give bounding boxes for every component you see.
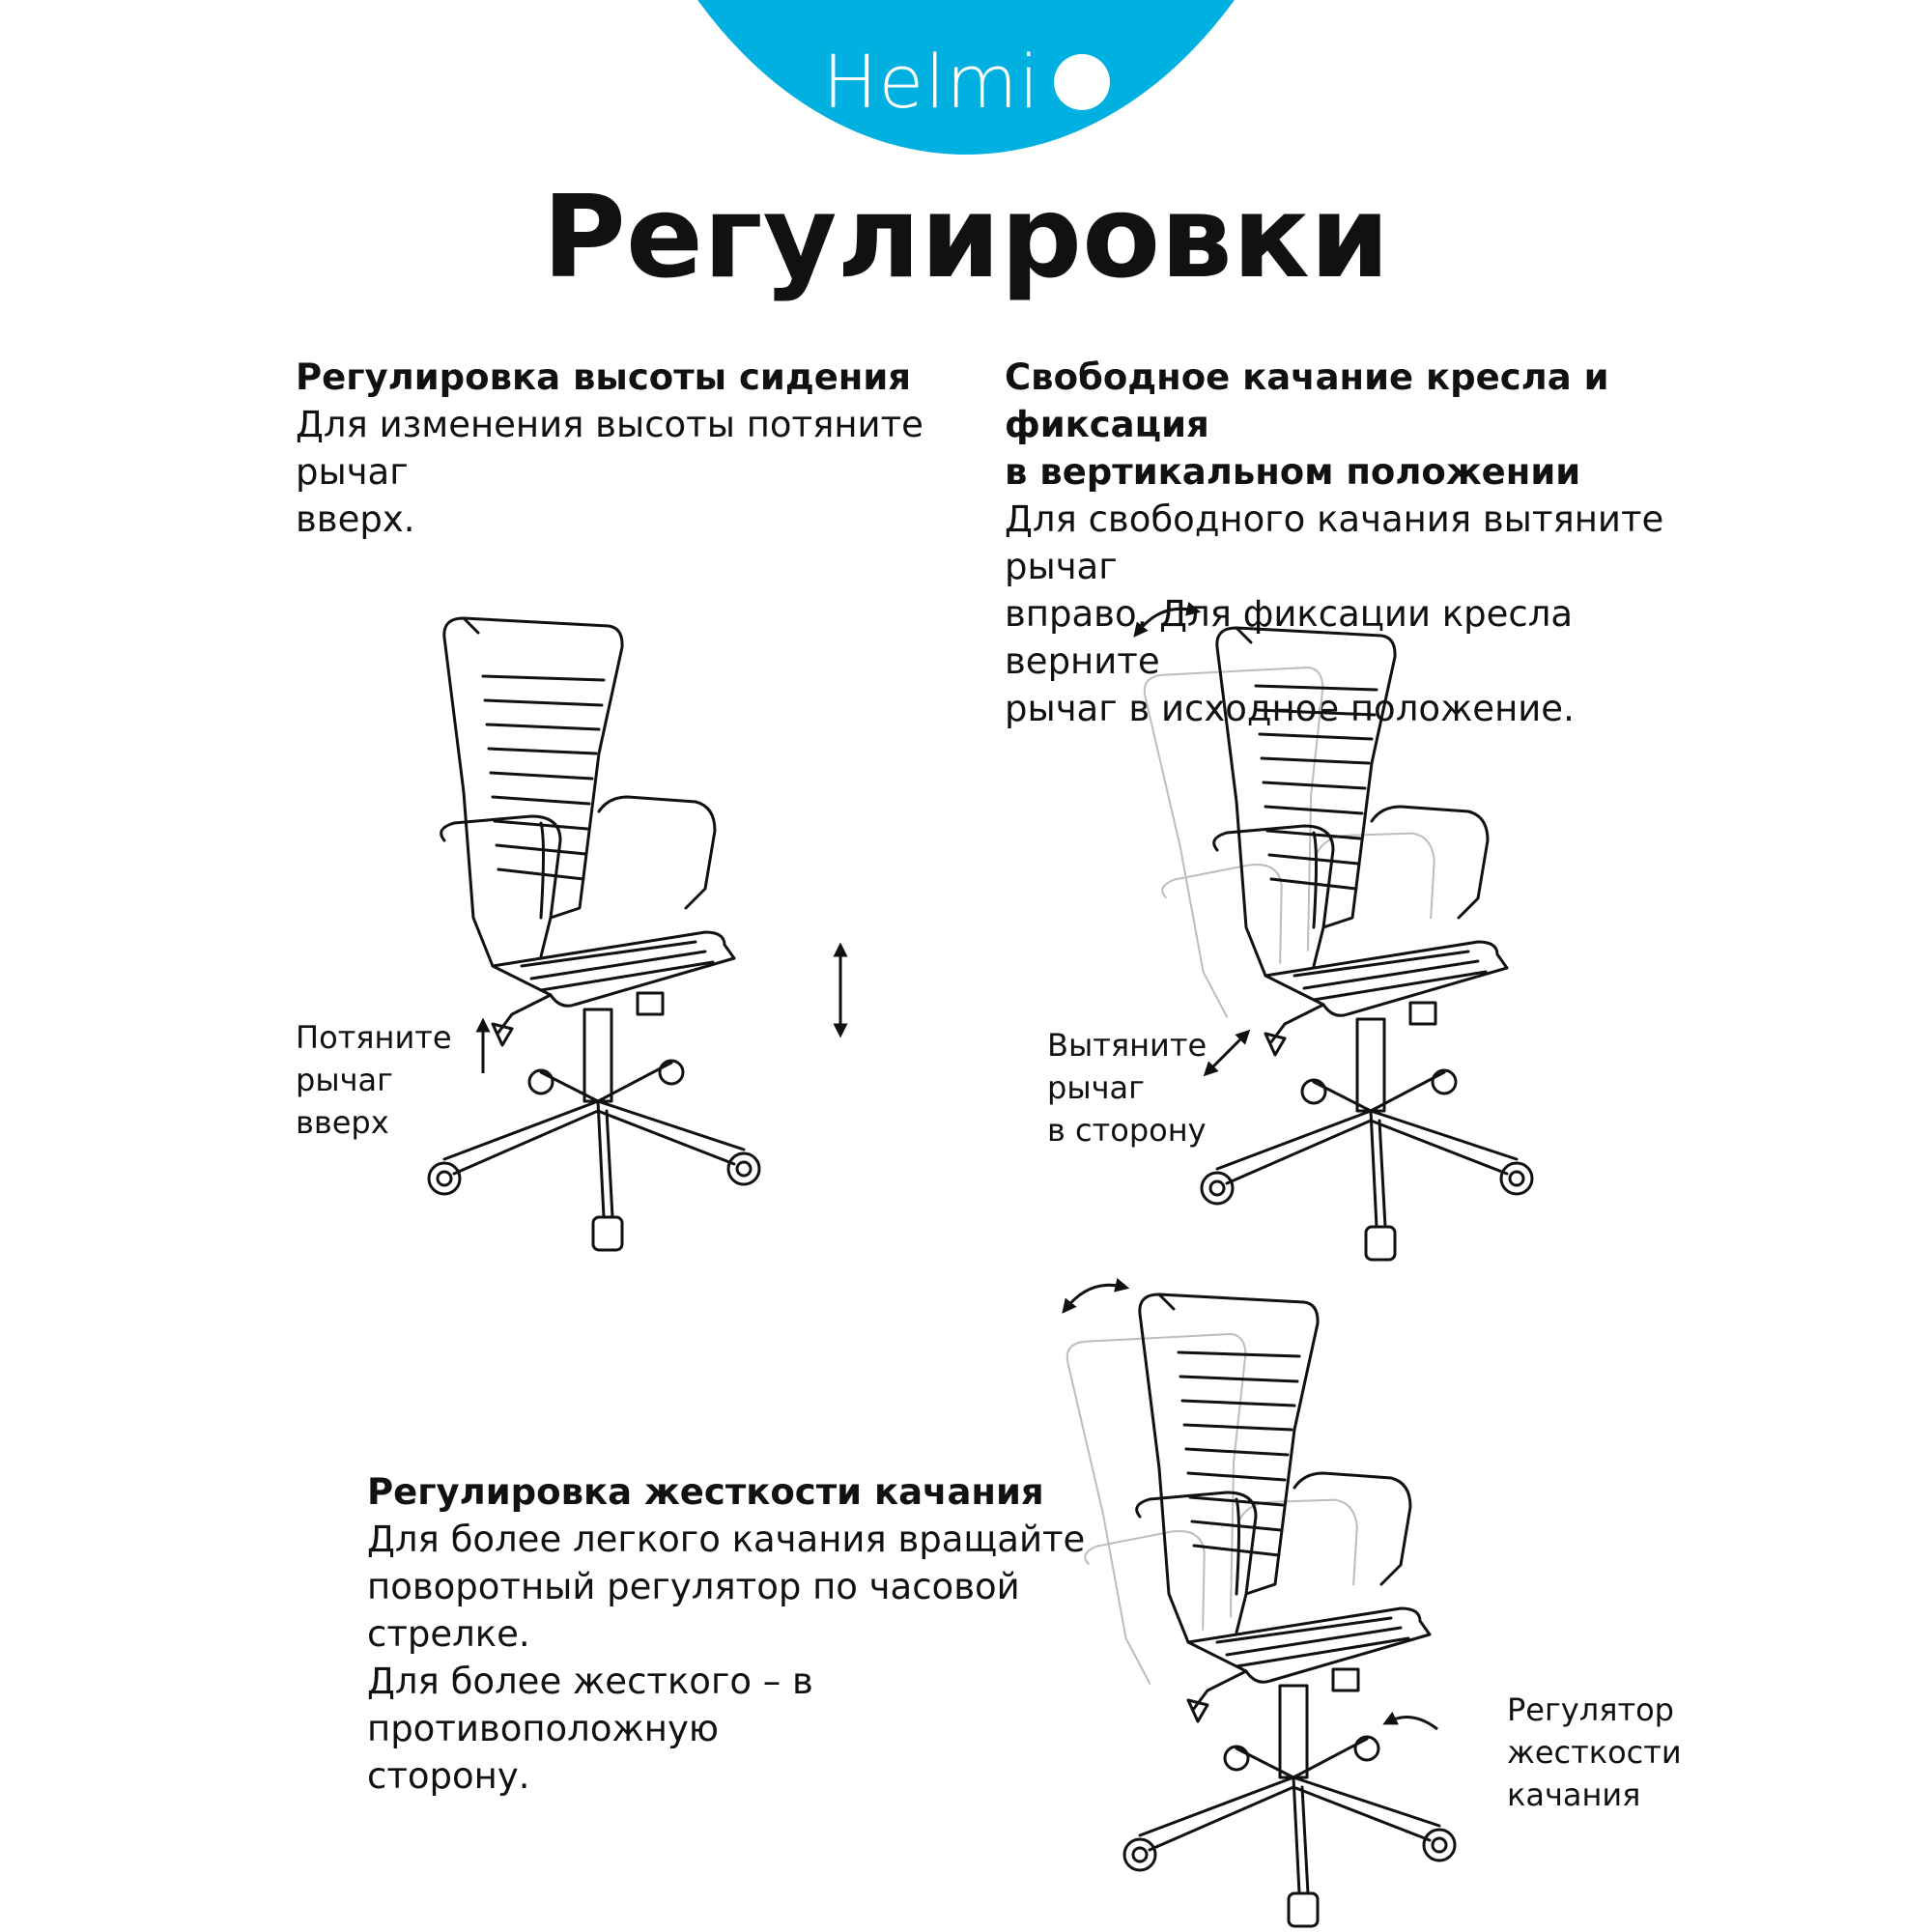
section-text-line: Для более легкого качания вращайте <box>367 1519 1086 1560</box>
section-text-line: поворотный регулятор по часовой стрелке. <box>367 1566 1020 1655</box>
section-heading: в вертикальном положении <box>1005 451 1581 493</box>
caption-line: рычаг <box>1047 1069 1145 1106</box>
swing-arrow-icon <box>1132 599 1200 638</box>
caption-line: рычаг <box>296 1062 393 1098</box>
section-swing-stiffness <box>367 1468 1121 1800</box>
diagonal-arrow-icon <box>1203 1029 1251 1077</box>
brand-logo <box>0 39 1932 125</box>
section-text-line: сторону. <box>367 1755 530 1797</box>
section-text-line: Для более жесткого – в противоположную <box>367 1661 813 1749</box>
brand-dot-icon <box>1054 54 1110 110</box>
section-text-line: вправо. Для фиксации кресла верните <box>1005 593 1574 682</box>
caption-stiffness-regulator <box>1507 1689 1682 1816</box>
section-heading: Регулировка высоты сидения <box>296 356 912 398</box>
section-text-line: Для свободного качания вытяните рычаг <box>1005 498 1664 587</box>
caption-line: вверх <box>296 1104 389 1141</box>
section-text-line: рычаг в исходное положение. <box>1005 688 1575 729</box>
section-seat-height <box>296 354 991 543</box>
caption-line: Потяните <box>296 1019 452 1056</box>
section-text-line: Для изменения высоты потяните рычаг <box>296 404 923 493</box>
brand-name: Helmi <box>822 39 1040 125</box>
up-arrow-icon <box>471 1019 495 1077</box>
caption-line: в сторону <box>1047 1112 1207 1149</box>
section-heading: Регулировка жесткости качания <box>367 1471 1044 1513</box>
up-down-arrow-icon <box>826 942 855 1038</box>
section-heading: Свободное качание кресла и фиксация <box>1005 356 1609 445</box>
caption-pull-lever-up <box>296 1016 452 1144</box>
caption-line: Вытяните <box>1047 1027 1208 1064</box>
page-title: Регулировки <box>542 170 1390 303</box>
rotate-arrow-icon <box>1383 1702 1441 1735</box>
caption-line: Регулятор <box>1507 1691 1674 1728</box>
chair-illustration-height <box>406 599 811 1256</box>
caption-pull-lever-side <box>1047 1024 1207 1151</box>
caption-line: жесткости <box>1507 1734 1682 1771</box>
swing-arrow-icon <box>1061 1275 1128 1314</box>
chair-illustration-stiffness <box>1101 1275 1507 1932</box>
caption-line: качания <box>1507 1776 1641 1813</box>
section-text-line: вверх. <box>296 498 415 540</box>
chair-illustration-swing <box>1179 609 1584 1265</box>
